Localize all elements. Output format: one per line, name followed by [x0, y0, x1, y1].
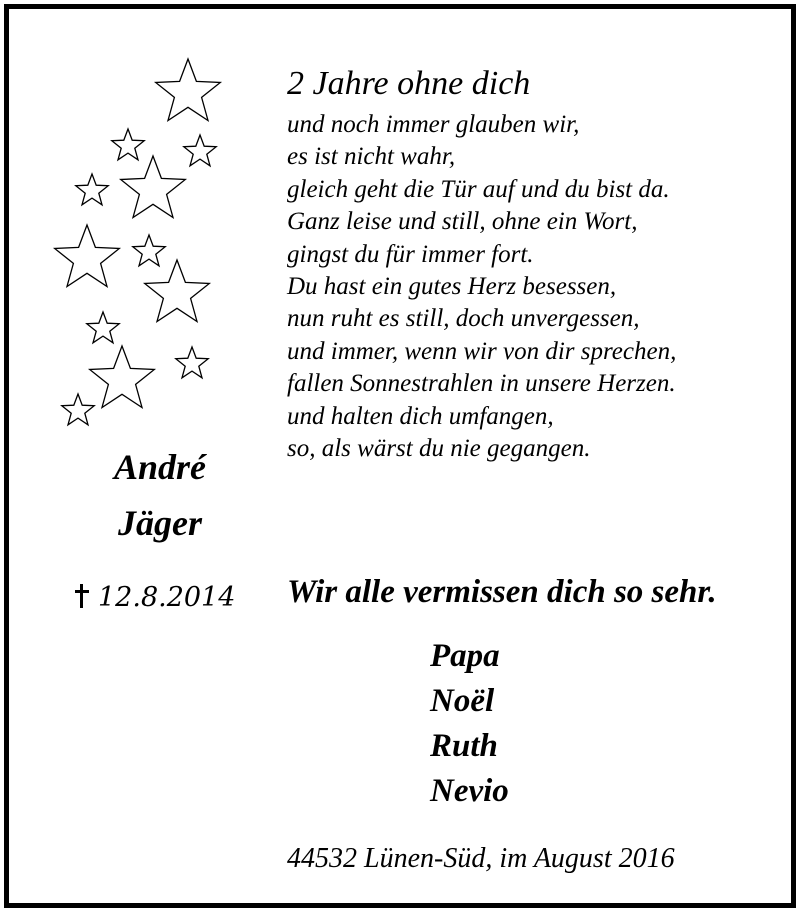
deceased-last-name: Jäger [118, 503, 202, 543]
poem-line: und noch immer glauben wir, [287, 111, 580, 138]
star-decoration [45, 50, 235, 440]
star-icon [133, 235, 165, 266]
motto: Wir alle vermissen dich so sehr. [287, 574, 717, 610]
signer-name: Nevio [430, 773, 509, 809]
poem-line: es ist nicht wahr, [287, 143, 456, 171]
poem-line: gleich geht die Tür auf und du bist da. [287, 175, 670, 203]
star-icon [87, 312, 119, 343]
star-icon [184, 135, 216, 166]
poem-line: so, als wärst du nie gegangen. [287, 435, 591, 463]
star-icon [112, 129, 144, 160]
poem-line: Du hast ein gutes Herz besessen, [287, 273, 617, 301]
place-and-date: 44532 Lünen-Süd, im August 2016 [287, 843, 675, 874]
star-icon [121, 156, 186, 218]
poem-line: und immer, wenn wir von dir sprechen, [287, 337, 677, 365]
star-icon [156, 59, 221, 121]
poem-line: gingst du für immer fort. [287, 240, 534, 268]
poem-line: und halten dich umfangen, [287, 402, 554, 430]
poem-text [287, 109, 676, 465]
death-date: 12.8.2014 [98, 582, 236, 613]
signer-name: Noël [430, 683, 495, 719]
star-icon [145, 260, 210, 322]
deceased-first-name: André [113, 447, 207, 487]
poem-line: nun ruht es still, doch unvergessen, [287, 305, 640, 333]
signer-name: Ruth [430, 728, 498, 764]
poem-line: Ganz leise und still, ohne ein Wort, [287, 208, 638, 236]
star-icon [62, 394, 94, 425]
star-icon [76, 174, 108, 205]
poem-line: fallen Sonnestrahlen in unsere Herzen. [287, 370, 676, 398]
star-icon [55, 225, 120, 287]
cross-icon [74, 584, 90, 608]
signers-list [430, 634, 509, 814]
poem-title: 2 Jahre ohne dich [287, 65, 531, 102]
death-date-line [74, 580, 235, 616]
signer-name: Papa [430, 638, 500, 674]
star-icon [90, 346, 155, 408]
star-icon [176, 347, 208, 378]
